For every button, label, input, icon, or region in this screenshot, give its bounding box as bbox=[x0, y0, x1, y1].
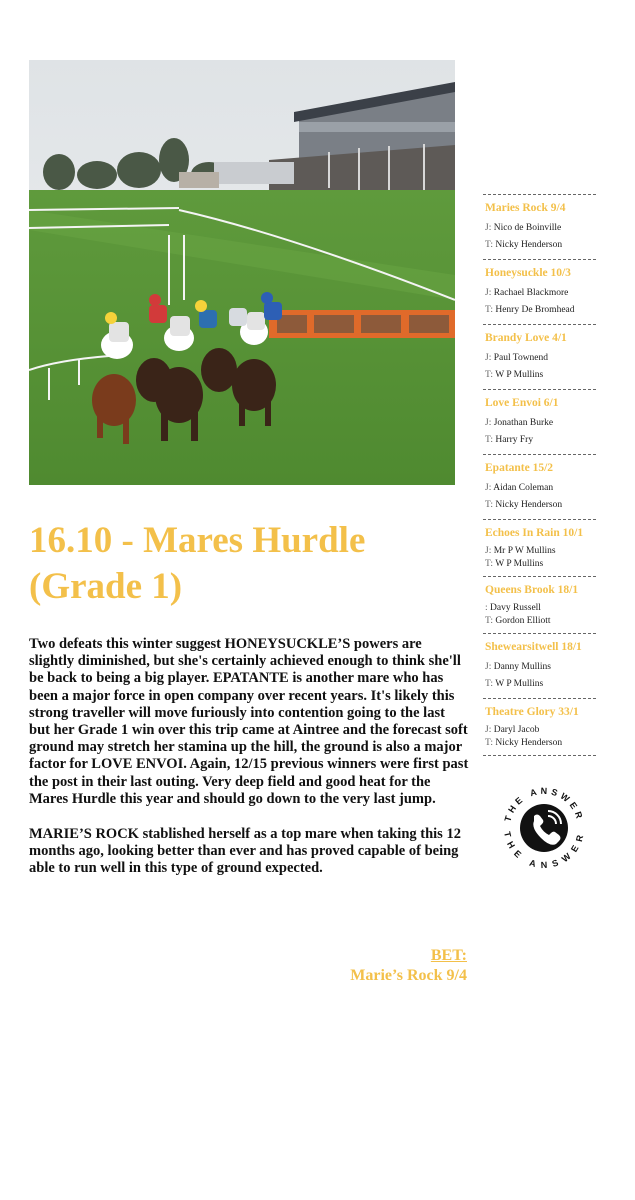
runner-jockey: J: Danny Mullins bbox=[485, 662, 551, 672]
runner-trainer: T: Gordon Elliott bbox=[485, 616, 551, 626]
runner-name: Honeysuckle 10/3 bbox=[485, 267, 571, 279]
runner-trainer: T: W P Mullins bbox=[485, 679, 544, 689]
runner-name: Brandy Love 4/1 bbox=[485, 332, 567, 344]
runner-jockey: J: Jonathan Burke bbox=[485, 418, 554, 428]
runner-name: Maries Rock 9/4 bbox=[485, 202, 566, 214]
runner-name: Queens Brook 18/1 bbox=[485, 584, 579, 596]
article-body bbox=[29, 636, 469, 896]
runner-jockey: J: Rachael Blackmore bbox=[485, 288, 569, 298]
runner-trainer: T: Harry Fry bbox=[485, 435, 534, 445]
runner-name: Echoes In Rain 10/1 bbox=[485, 527, 584, 539]
runner-name: Shewearsitwell 18/1 bbox=[485, 641, 582, 653]
runner-item bbox=[483, 195, 596, 260]
runner-trainer: T: Nicky Henderson bbox=[485, 240, 563, 250]
race-photo bbox=[29, 60, 455, 485]
bet-recommendation bbox=[350, 946, 467, 986]
runner-name: Love Envoi 6/1 bbox=[485, 397, 559, 409]
runner-item bbox=[483, 455, 596, 520]
the-answer-logo bbox=[498, 782, 590, 874]
runner-item bbox=[483, 520, 596, 577]
runner-trainer: T: W P Mullins bbox=[485, 370, 544, 380]
runner-trainer: T: Nicky Henderson bbox=[485, 738, 563, 748]
runner-jockey: J: Nico de Boinville bbox=[485, 223, 562, 233]
article-paragraph: Two defeats this winter suggest HONEYSUCKLE’S powers are slightly diminished, but she's certainly achieved enough to think she'll be back to being a big player. EPATANTE is another mare who has been a major force in open company over recent years. It's likely this strong traveller will move furiously into contention going to the last but her Grade 1 win over this trip came at Aintree and the forecast soft ground may stretch her stamina up the hill, the ground is also a major factor for LOVE ENVOI. Again, 12/15 previous winners were first past the post in their last outing. Very deep field and good heat for the Mares Hurdle this year and should go down to the very last jump. bbox=[29, 636, 469, 807]
bet-value: Marie’s Rock 9/4 bbox=[350, 967, 467, 984]
bet-label: BET: bbox=[430, 947, 467, 964]
runner-item bbox=[483, 699, 596, 756]
runner-name: Theatre Glory 33/1 bbox=[485, 706, 579, 718]
runner-jockey: J: Daryl Jacob bbox=[485, 725, 540, 735]
runner-item bbox=[483, 390, 596, 455]
runner-item bbox=[483, 260, 596, 325]
runner-jockey: J: Mr P W Mullins bbox=[485, 546, 556, 556]
runner-trainer: T: W P Mullins bbox=[485, 559, 544, 569]
runner-item bbox=[483, 577, 596, 634]
runner-jockey: : Davy Russell bbox=[485, 603, 541, 613]
runner-item bbox=[483, 634, 596, 699]
runner-jockey: J: Aidan Coleman bbox=[485, 483, 554, 493]
article-paragraph: MARIE’S ROCK stablished herself as a top mare when taking this 12 months ago, looking better than ever and has proved capable of being able to run well in this type of ground expected. bbox=[29, 826, 461, 877]
page-title: 16.10 - Mares Hurdle (Grade 1) bbox=[29, 520, 366, 607]
runner-trainer: T: Nicky Henderson bbox=[485, 500, 563, 510]
runners-list bbox=[483, 194, 596, 756]
runner-name: Epatante 15/2 bbox=[485, 462, 554, 474]
logo-ring-text-bottom: THE ANSWER bbox=[502, 830, 587, 871]
logo-ring-text-top: THE ANSWER bbox=[502, 785, 586, 823]
runner-trainer: T: Henry De Bromhead bbox=[485, 305, 575, 315]
runner-jockey: J: Paul Townend bbox=[485, 353, 549, 363]
runner-item bbox=[483, 325, 596, 390]
